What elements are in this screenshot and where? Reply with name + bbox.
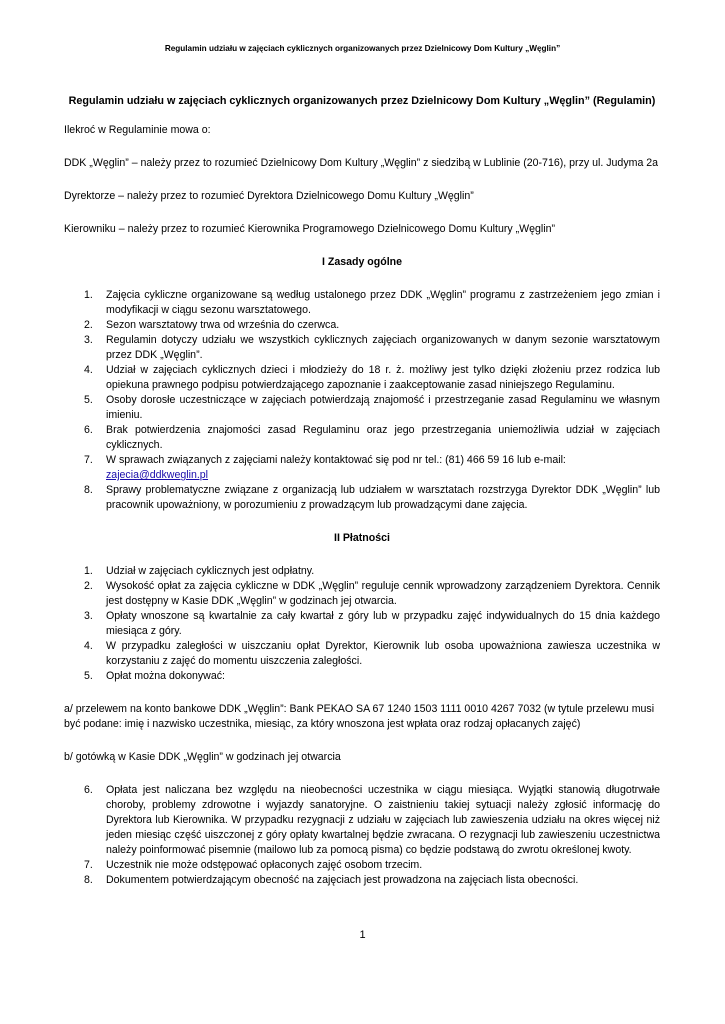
list-item: 3. Opłaty wnoszone są kwartalnie za cały kwartał z góry lub w przypadku zajęć indywidualnych do 15 dnia każdego miesiąca z góry. xyxy=(84,610,660,637)
general-rules-list xyxy=(64,288,660,513)
list-item: 8. Dokumentem potwierdzającym obecność na zajęciach jest prowadzona na zajęciach lista obecności. xyxy=(84,874,579,886)
document-title: Regulamin udziału w zajęciach cyklicznych organizowanych przez Dzielnicowy Dom Kultury „Węglin” (Regulamin) xyxy=(68,95,656,107)
list-item: 5. Osoby dorosłe uczestniczące w zajęciach potwierdzają znajomość i przestrzeganie zasad Regulaminu we własnym imieniu. xyxy=(84,394,660,421)
payments-list xyxy=(64,564,660,684)
list-item: 1. Zajęcia cykliczne organizowane są według ustalonego przez DDK „Węglin” programu z zastrzeżeniem jego zmian i modyfikacji w ciągu sezonu warsztatowego. xyxy=(84,289,660,316)
definition-ddk: DDK „Węglin” – należy przez to rozumieć Dzielnicowy Dom Kultury „Węglin” z siedzibą w Lublinie (20-716), przy ul. Judyma 2a xyxy=(64,157,659,169)
list-item: 6. Brak potwierdzenia znajomości zasad Regulaminu oraz jego przestrzegania uniemożliwia udział w zajęciach cyklicznych. xyxy=(84,424,660,451)
payment-option-transfer: a/ przelewem na konto bankowe DDK „Węglin”: Bank PEKAO SA 67 1240 1503 1111 0010 4267 7032 (w tytule przelewu musi być podane: imię i nazwisko uczestnika, miesiąc, za który wnoszona jest wpłata oraz rodzaj opłacanych zajęć) xyxy=(64,703,655,730)
definitions-intro: Ilekroć w Regulaminie mowa o: xyxy=(64,124,211,136)
payments-list-continued xyxy=(64,783,660,888)
list-item: 4. Udział w zajęciach cyklicznych dzieci i młodzieży do 18 r. ż. możliwy jest tylko dzięki złożeniu przez rodzica lub opiekuna prawnego podpisu potwierdzającego zapoznanie i zaakceptowanie zasad niniejszego Regulaminu. xyxy=(84,364,660,391)
list-item: 7. Uczestnik nie może odstępować opłaconych zajęć osobom trzecim. xyxy=(84,859,423,871)
page-number: 1 xyxy=(359,929,366,941)
list-item: 2. Sezon warsztatowy trwa od września do czerwca. xyxy=(84,319,340,331)
list-item: 5. Opłat można dokonywać: xyxy=(84,670,225,682)
list-item: 4. W przypadku zaległości w uiszczaniu opłat Dyrektor, Kierownik lub osoba upoważniona zawiesza uczestnika w korzystaniu z zajęć do momentu uiszczenia zaległości. xyxy=(84,640,660,667)
payment-option-cash: b/ gotówką w Kasie DDK „Węglin” w godzinach jej otwarcia xyxy=(64,751,341,763)
definition-dyrektor: Dyrektorze – należy przez to rozumieć Dyrektora Dzielnicowego Domu Kultury „Węglin” xyxy=(64,190,474,202)
list-item: 1. Udział w zajęciach cyklicznych jest odpłatny. xyxy=(84,565,315,577)
section-title-general: I Zasady ogólne xyxy=(321,256,403,268)
section-title-payments: II Płatności xyxy=(334,532,390,544)
contact-email-link[interactable]: zajecia@ddkweglin.pl xyxy=(106,469,209,481)
list-item: 2. Wysokość opłat za zajęcia cykliczne w DDK „Węglin” reguluje cennik wprowadzony zarządzeniem Dyrektora. Cennik jest dostępny w Kasie DDK „Węglin” w godzinach jej otwarcia. xyxy=(84,580,660,607)
list-item: 3. Regulamin dotyczy udziału we wszystkich cyklicznych zajęciach organizowanych w danym sezonie warsztatowym przez DDK „Węglin”. xyxy=(84,334,660,361)
list-item: 6. Opłata jest naliczana bez względu na nieobecności uczestnika w ciągu miesiąca. Wyjątki stanowią długotrwałe choroby, problemy zdrowotne i wyjazdy sanatoryjne. O zaistnieniu takiej sytuacji należy zgłosić informację do Dyrektora lub Kierownika. W przypadku rezygnacji z udziału w zajęciach lub zawieszenia udziału na okres więcej niż jeden miesiąc część uiszczonej z góry opłaty kwartalnej będzie zwracana. O rezygnacji lub zawieszeniu uczestnictwa należy poinformować pisemnie (mailowo lub za pomocą pisma) co będzie podstawą do zwrotu określonej kwoty. xyxy=(84,784,660,856)
document-body xyxy=(64,94,660,888)
running-header: Regulamin udziału w zajęciach cyklicznych organizowanych przez Dzielnicowy Dom Kultury „Węglin” xyxy=(164,44,561,53)
list-item: 8. Sprawy problematyczne związane z organizacją lub udziałem w warsztatach rozstrzyga Dyrektor DDK „Węglin” lub pracownik upoważniony, w porozumieniu z prowadzącym lub prowadzącymi dane zajęcia. xyxy=(84,484,660,511)
list-item: 7. W sprawach związanych z zajęciami należy kontaktować się pod nr tel.: (81) 466 59 16 lub e-mail: zajecia@ddkweglin.pl xyxy=(84,454,566,481)
definition-kierownik: Kierowniku – należy przez to rozumieć Kierownika Programowego Dzielnicowego Domu Kultury „Węglin” xyxy=(64,223,556,235)
